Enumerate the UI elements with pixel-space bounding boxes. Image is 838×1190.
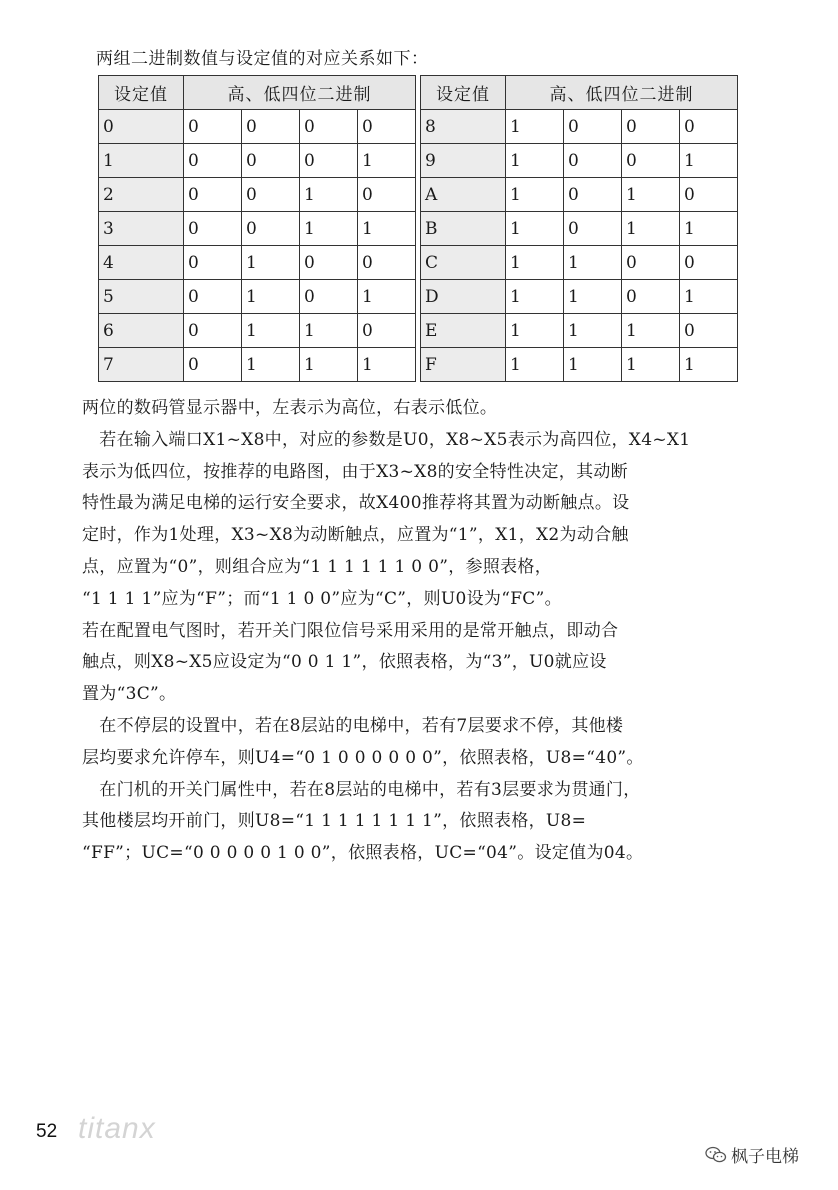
bit-cell: 1	[300, 212, 358, 246]
header-key-right: 设定值	[421, 76, 506, 110]
text-line: 触点，则X8~X5应设定为“0 0 1 1”，依照表格，为“3”，U0就应设	[82, 652, 607, 673]
intro-text: 两组二进制数值与设定值的对应关系如下：	[96, 49, 429, 69]
wechat-icon	[705, 1146, 727, 1164]
bit-cell: 0	[184, 144, 242, 178]
bit-cell: 0	[242, 110, 300, 144]
bit-cell: 0	[564, 144, 622, 178]
set-value-cell: A	[421, 178, 506, 212]
body-text	[82, 393, 782, 870]
bit-cell: 0	[242, 178, 300, 212]
bit-cell: 0	[680, 110, 738, 144]
set-value-cell: 8	[421, 110, 506, 144]
text-line: 层均要求允许停车，则U4=“0 1 0 0 0 0 0 0”，依照表格，U8=“40”。	[82, 747, 644, 768]
bit-cell: 1	[358, 212, 416, 246]
text-line: 若在输入端口X1~X8中，对应的参数是U0，X8~X5表示为高四位，X4~X1	[82, 429, 691, 450]
bit-cell: 0	[242, 144, 300, 178]
table-row	[99, 212, 738, 246]
binary-table	[98, 75, 738, 382]
set-value-cell: D	[421, 280, 506, 314]
bit-cell: 1	[622, 314, 680, 348]
bit-cell: 1	[506, 246, 564, 280]
bit-cell: 0	[358, 110, 416, 144]
bit-cell: 0	[184, 280, 242, 314]
page-number: 52	[36, 1121, 58, 1142]
text-line: 定时，作为1处理，X3~X8为动断触点，应置为“1”，X1，X2为动合触	[82, 525, 629, 546]
table-row	[99, 144, 738, 178]
text-line: “1 1 1 1”应为“F”；而“1 1 0 0”应为“C”，则U0设为“FC”。	[82, 588, 562, 609]
bit-cell: 1	[242, 314, 300, 348]
bit-cell: 1	[564, 280, 622, 314]
bit-cell: 0	[300, 110, 358, 144]
bit-cell: 0	[564, 110, 622, 144]
bit-cell: 0	[622, 144, 680, 178]
set-value-cell: 3	[99, 212, 184, 246]
table-row	[99, 178, 738, 212]
text-line: 在门机的开关门属性中，若在8层站的电梯中，若有3层要求为贯通门，	[82, 779, 641, 800]
bit-cell: 0	[358, 178, 416, 212]
set-value-cell: F	[421, 348, 506, 382]
text-line: 点，应置为“0”，则组合应为“1 1 1 1 1 1 0 0”，参照表格，	[82, 556, 553, 577]
brand-text: 枫子电梯	[731, 1147, 799, 1167]
bit-cell: 1	[622, 178, 680, 212]
bit-cell: 1	[506, 110, 564, 144]
bit-cell: 0	[680, 178, 738, 212]
bit-cell: 1	[300, 348, 358, 382]
set-value-cell: 2	[99, 178, 184, 212]
bit-cell: 0	[300, 144, 358, 178]
bit-cell: 1	[242, 280, 300, 314]
bit-cell: 1	[300, 314, 358, 348]
bit-cell: 0	[358, 314, 416, 348]
bit-cell: 0	[184, 110, 242, 144]
table-row	[99, 110, 738, 144]
table-row	[99, 348, 738, 382]
set-value-cell: 5	[99, 280, 184, 314]
bit-cell: 0	[184, 178, 242, 212]
bit-cell: 0	[184, 348, 242, 382]
bit-cell: 1	[242, 246, 300, 280]
bit-cell: 1	[506, 348, 564, 382]
bit-cell: 0	[564, 212, 622, 246]
bit-cell: 1	[300, 178, 358, 212]
brand-label	[705, 1142, 799, 1167]
set-value-cell: C	[421, 246, 506, 280]
watermark: titanx	[78, 1112, 156, 1145]
bit-cell: 1	[564, 314, 622, 348]
text-line: 其他楼层均开前门，则U8=“1 1 1 1 1 1 1 1”，依照表格，U8=	[82, 811, 587, 832]
set-value-cell: 6	[99, 314, 184, 348]
bit-cell: 1	[506, 314, 564, 348]
bit-cell: 0	[622, 246, 680, 280]
set-value-cell: 1	[99, 144, 184, 178]
bit-cell: 0	[564, 178, 622, 212]
header-key-left: 设定值	[99, 76, 184, 110]
bit-cell: 0	[300, 246, 358, 280]
set-value-cell: B	[421, 212, 506, 246]
set-value-cell: 9	[421, 144, 506, 178]
bit-cell: 1	[680, 144, 738, 178]
bit-cell: 1	[506, 280, 564, 314]
text-line: 在不停层的设置中，若在8层站的电梯中，若有7层要求不停，其他楼	[82, 715, 624, 736]
header-bits-right: 高、低四位二进制	[506, 76, 738, 110]
bit-cell: 0	[358, 246, 416, 280]
text-line: “FF”；UC=“0 0 0 0 0 1 0 0”，依照表格，UC=“04”。设定值为04。	[82, 843, 644, 864]
set-value-cell: E	[421, 314, 506, 348]
bit-cell: 1	[506, 212, 564, 246]
text-line: 两位的数码管显示器中，左表示为高位，右表示低位。	[82, 398, 498, 418]
bit-cell: 1	[242, 348, 300, 382]
bit-cell: 0	[680, 314, 738, 348]
text-line: 特性最为满足电梯的运行安全要求，故X400推荐将其置为动断触点。设	[82, 493, 630, 514]
bit-cell: 1	[680, 348, 738, 382]
bit-cell: 0	[680, 246, 738, 280]
bit-cell: 0	[242, 212, 300, 246]
table-row	[99, 314, 738, 348]
set-value-cell: 4	[99, 246, 184, 280]
bit-cell: 0	[184, 314, 242, 348]
bit-cell: 1	[358, 280, 416, 314]
bit-cell: 1	[564, 246, 622, 280]
bit-cell: 1	[622, 348, 680, 382]
bit-cell: 0	[184, 246, 242, 280]
set-value-cell: 0	[99, 110, 184, 144]
header-bits-left: 高、低四位二进制	[184, 76, 416, 110]
bit-cell: 1	[358, 348, 416, 382]
bit-cell: 1	[506, 178, 564, 212]
bit-cell: 1	[564, 348, 622, 382]
bit-cell: 1	[506, 144, 564, 178]
bit-cell: 1	[680, 212, 738, 246]
set-value-cell: 7	[99, 348, 184, 382]
bit-cell: 0	[184, 212, 242, 246]
text-line: 置为“3C”。	[82, 684, 177, 705]
table-header-row	[99, 76, 738, 110]
bit-cell: 1	[680, 280, 738, 314]
bit-cell: 1	[358, 144, 416, 178]
bit-cell: 0	[622, 110, 680, 144]
bit-cell: 0	[622, 280, 680, 314]
table-row	[99, 280, 738, 314]
table-row	[99, 246, 738, 280]
text-line: 若在配置电气图时，若开关门限位信号采用采用的是常开触点，即动合	[82, 620, 619, 641]
bit-cell: 1	[622, 212, 680, 246]
bit-cell: 0	[300, 280, 358, 314]
text-line: 表示为低四位，按推荐的电路图，由于X3~X8的安全特性决定，其动断	[82, 461, 628, 482]
